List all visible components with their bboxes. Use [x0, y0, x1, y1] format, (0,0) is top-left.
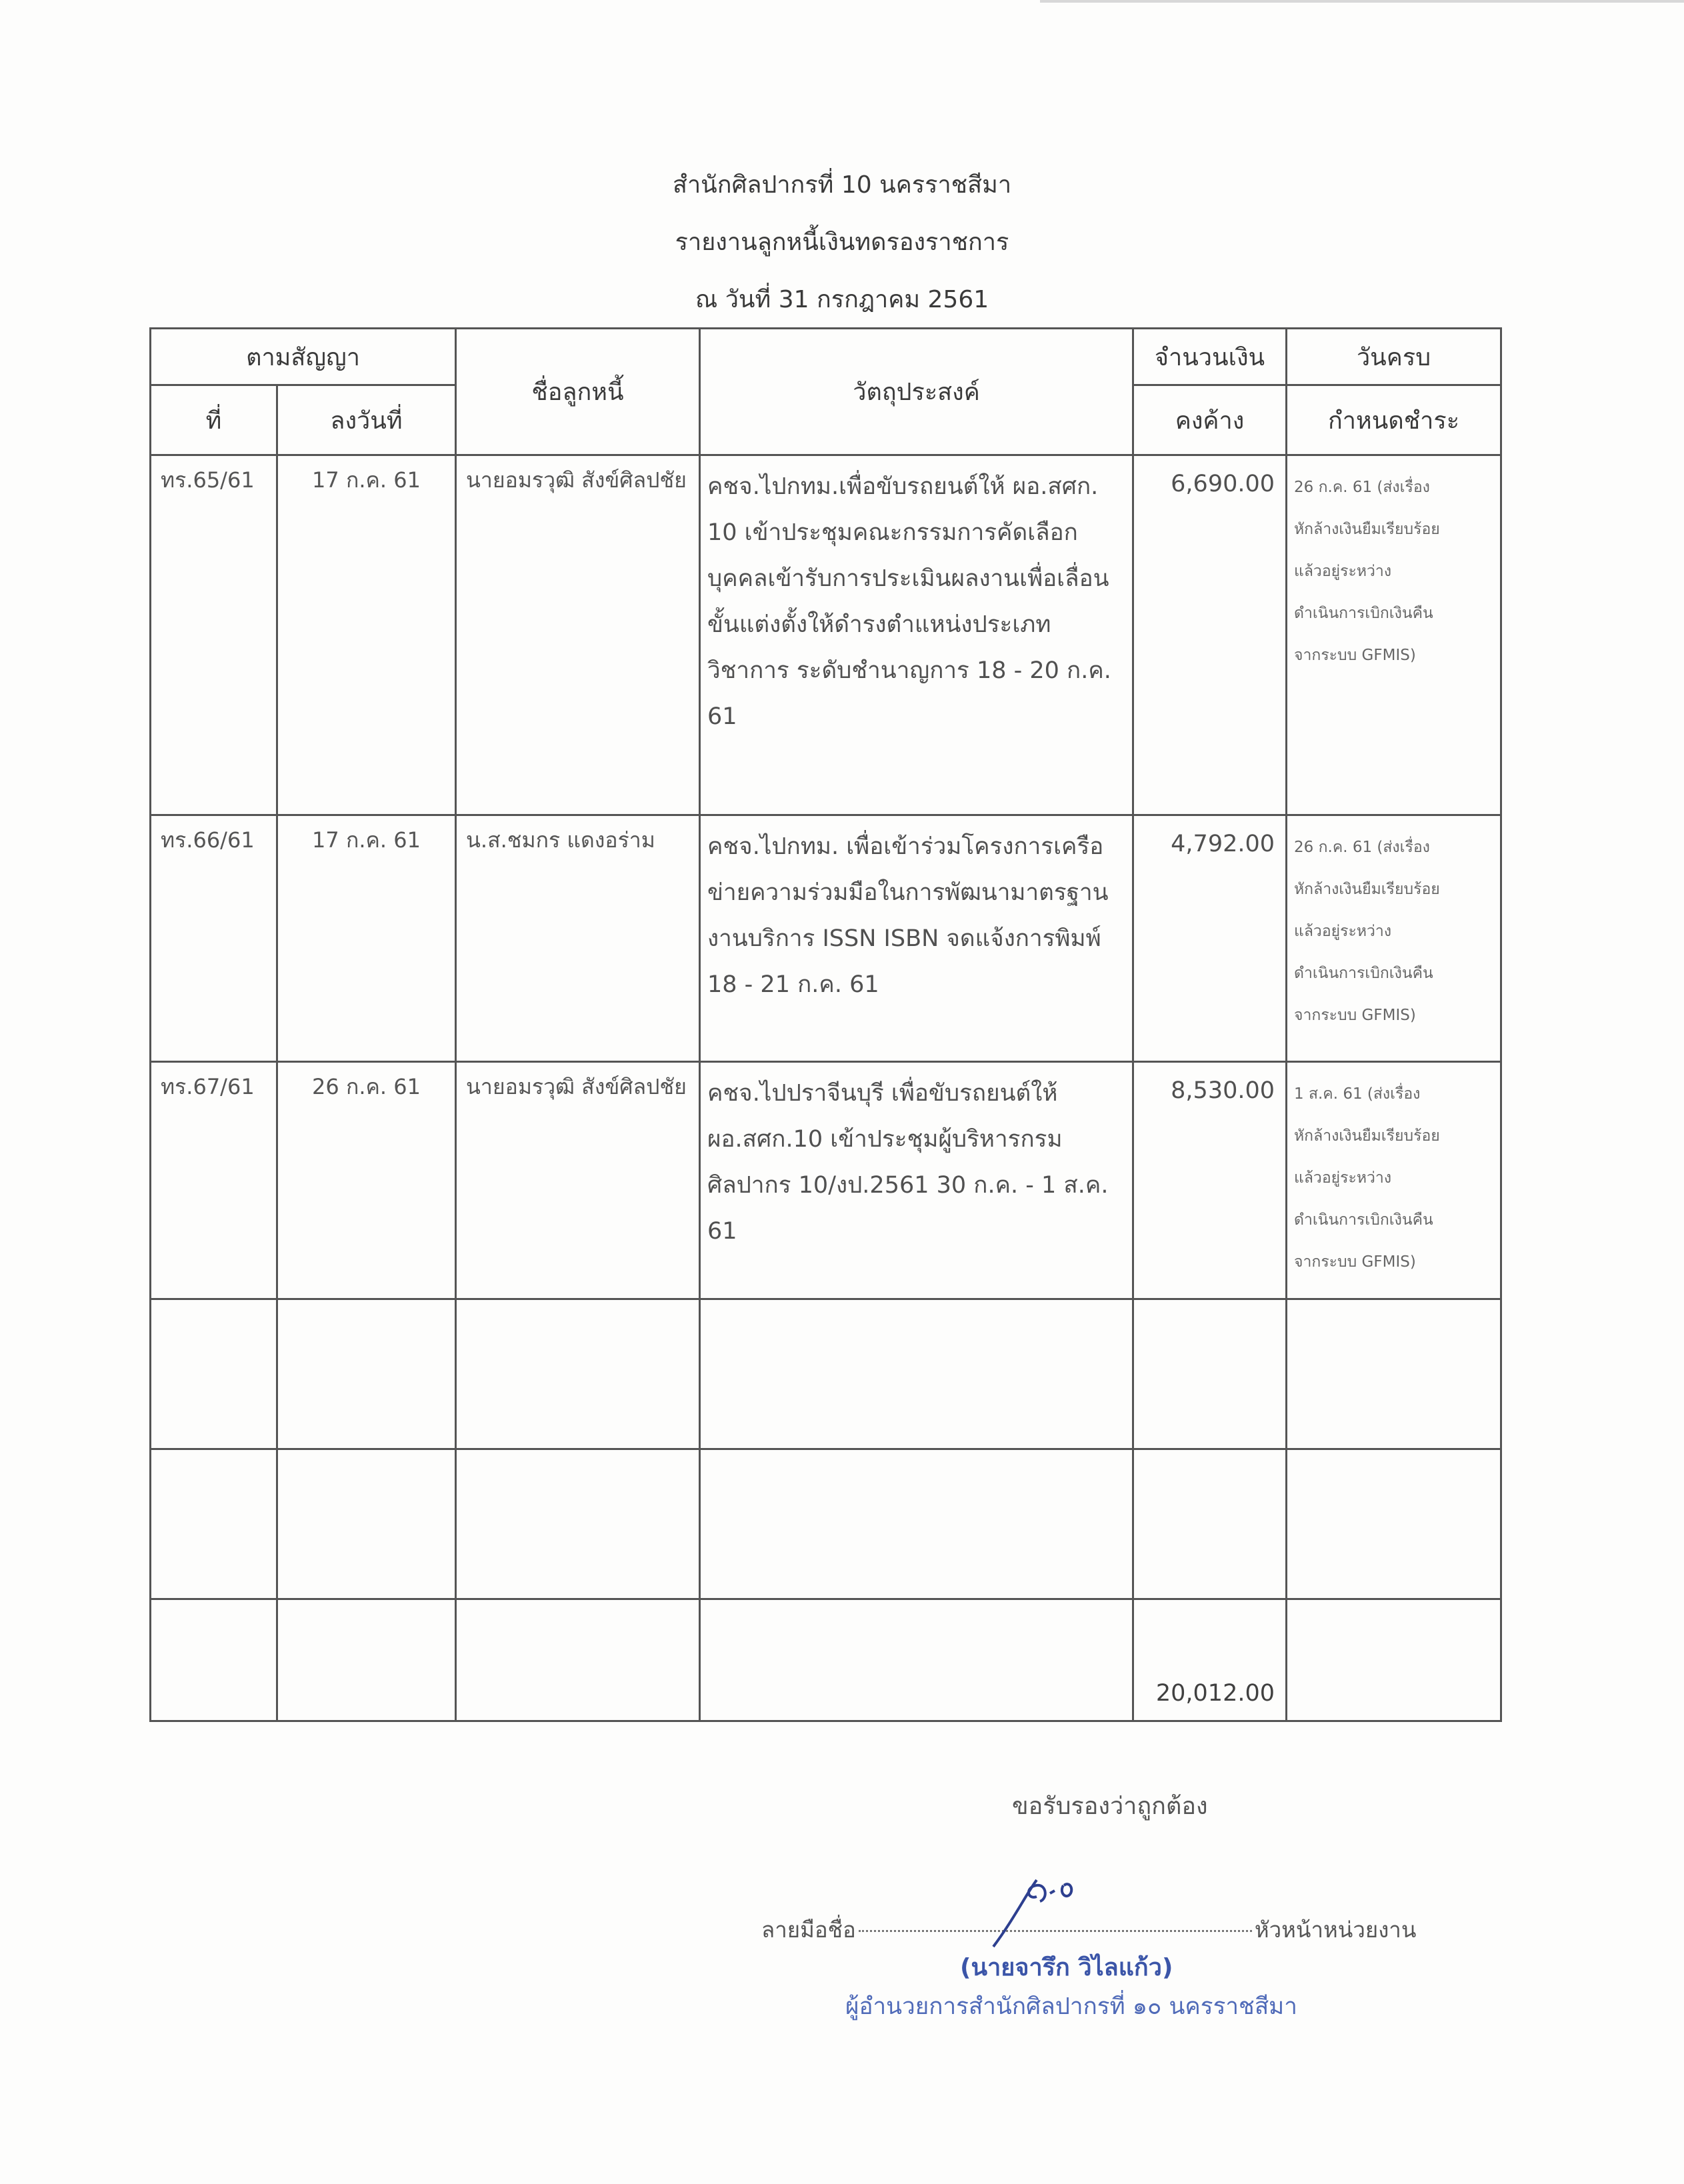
due-line: หักล้างเงินยืมเรียบร้อย: [1294, 881, 1440, 898]
debtor-table: [149, 327, 1502, 1722]
row-amount: 8,530.00: [1171, 1077, 1275, 1104]
due-line: แล้วอยู่ระหว่าง: [1294, 1169, 1392, 1187]
row-debtor: นายอมรวุฒิ สังข์ศิลปชัย: [466, 1074, 687, 1099]
row-due: [1287, 456, 1500, 677]
header-date: ลงวันที่: [277, 385, 456, 455]
header-purpose: วัตถุประสงค์: [700, 329, 1133, 455]
row-no: ทร.66/61: [161, 827, 255, 853]
header-contract: ตามสัญญา: [151, 329, 456, 385]
header-no: ที่: [151, 385, 277, 455]
total-row: [151, 1599, 1501, 1721]
row-purpose: คชจ.ไปปราจีนบุรี เพื่อขับรถยนต์ให้ ผอ.สศก.10 เข้าประชุมผู้บริหารกรมศิลปากร 10/งป.2561 30 ก.ค. - 1 ส.ค. 61: [707, 1080, 1109, 1245]
header-debtor: ชื่อลูกหนี้: [456, 329, 700, 455]
row-amount: 4,792.00: [1171, 831, 1275, 857]
header-due-line1: วันครบ: [1287, 329, 1501, 385]
blank-row: [151, 1449, 1501, 1599]
header-amount-line1: จำนวนเงิน: [1133, 329, 1287, 385]
table-row: [151, 1062, 1501, 1299]
due-line: จากระบบ GFMIS): [1294, 647, 1416, 664]
row-amount: 6,690.00: [1171, 471, 1275, 497]
table-row: [151, 815, 1501, 1062]
due-line: หักล้างเงินยืมเรียบร้อย: [1294, 521, 1440, 538]
due-line: แล้วอยู่ระหว่าง: [1294, 563, 1392, 580]
row-no: ทร.67/61: [161, 1074, 255, 1099]
stamp-position: ผู้อำนวยการสำนักศิลปากรที่ ๑๐ นครราชสีมา: [845, 1993, 1297, 2020]
stamp-name: (นายจารึก วิไลแก้ว): [960, 1954, 1173, 1981]
signature-label: ลายมือชื่อ: [761, 1917, 856, 1943]
due-line: 26 ก.ค. 61 (ส่งเรื่อง: [1294, 839, 1430, 856]
due-line: จากระบบ GFMIS): [1294, 1253, 1416, 1271]
position-label: หัวหน้าหน่วยงาน: [1254, 1917, 1417, 1943]
header-amount-line2: คงค้าง: [1133, 385, 1287, 455]
due-line: หักล้างเงินยืมเรียบร้อย: [1294, 1127, 1440, 1145]
handwritten-signature: [973, 1867, 1120, 1953]
row-date: 17 ก.ค. 61: [312, 467, 421, 493]
row-purpose: คชจ.ไปกทม. เพื่อเข้าร่วมโครงการเครือข่ายความร่วมมือในการพัฒนามาตรฐานงานบริการ ISSN ISBN จดแจ้งการพิมพ์ 18 - 21 ก.ค. 61: [707, 833, 1109, 998]
row-date: 26 ก.ค. 61: [312, 1074, 421, 1099]
scan-edge-line: [1040, 0, 1684, 3]
certification-text: ขอรับรองว่าถูกต้อง: [1012, 1793, 1208, 1820]
report-title: รายงานลูกหนี้เงินทดรองราชการ: [675, 229, 1009, 256]
row-purpose: คชจ.ไปกทม.เพื่อขับรถยนต์ให้ ผอ.สศก. 10 เข้าประชุมคณะกรรมการคัดเลือกบุคคลเข้ารับการประเมินผลงานเพื่อเลื่อนขั้นแต่งตั้งให้ดำรงตำแหน่งประเภทวิชาการ ระดับชำนาญการ 18 - 20 ก.ค. 61: [707, 473, 1111, 730]
due-line: ดำเนินการเบิกเงินคืน: [1294, 605, 1433, 622]
due-line: ดำเนินการเบิกเงินคืน: [1294, 1211, 1433, 1229]
row-date: 17 ก.ค. 61: [312, 827, 421, 853]
due-line: 1 ส.ค. 61 (ส่งเรื่อง: [1294, 1085, 1421, 1103]
header-due-line2: กำหนดชำระ: [1287, 385, 1501, 455]
office-title: สำนักศิลปากรที่ 10 นครราชสีมา: [672, 171, 1012, 199]
due-line: แล้วอยู่ระหว่าง: [1294, 923, 1392, 940]
report-date: ณ วันที่ 31 กรกฎาคม 2561: [695, 286, 989, 313]
row-no: ทร.65/61: [161, 467, 255, 493]
row-due: [1287, 1063, 1500, 1283]
due-line: จากระบบ GFMIS): [1294, 1007, 1416, 1024]
due-line: 26 ก.ค. 61 (ส่งเรื่อง: [1294, 479, 1430, 496]
total-amount: 20,012.00: [1155, 1680, 1275, 1707]
table-row: [151, 455, 1501, 815]
blank-row: [151, 1299, 1501, 1449]
due-line: ดำเนินการเบิกเงินคืน: [1294, 965, 1433, 982]
row-debtor: น.ส.ชมกร แดงอร่าม: [466, 827, 655, 853]
row-due: [1287, 816, 1500, 1037]
row-debtor: นายอมรวุฒิ สังข์ศิลปชัย: [466, 467, 687, 493]
